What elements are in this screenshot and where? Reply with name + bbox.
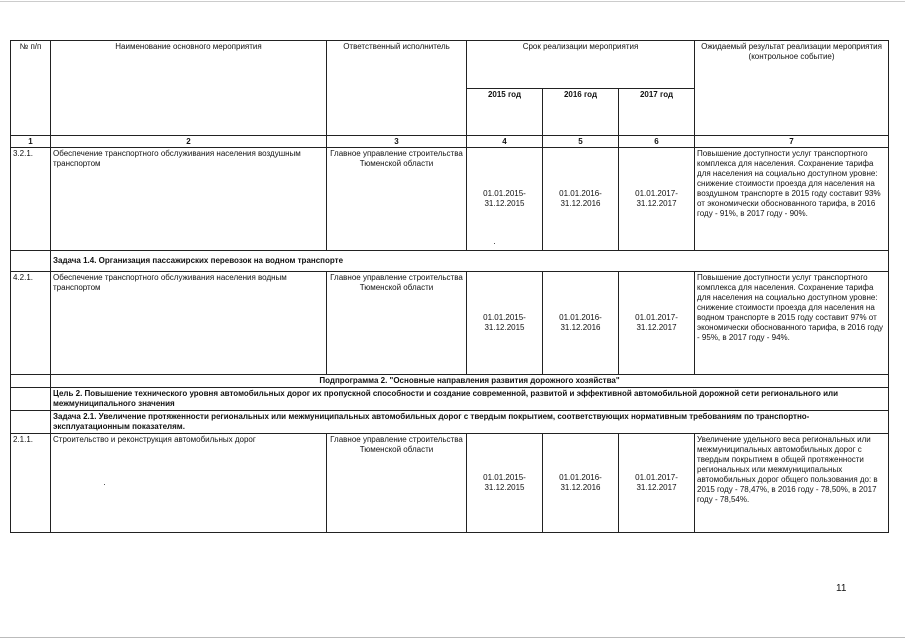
row-measure-name: Обеспечение транспортного обслуживания населения водным транспортом [51, 272, 327, 375]
row-period-2015: 01.01.2015- 31.12.2015 [467, 148, 543, 251]
row-period-2016: 01.01.2016- 31.12.2016 [543, 434, 619, 533]
column-number: 1 [11, 136, 51, 148]
page-number: 11 [836, 583, 847, 594]
header-period: Срок реализации мероприятия [467, 41, 695, 89]
table-row [11, 148, 889, 251]
header-year-2016: 2016 год [543, 88, 619, 136]
scan-speck [494, 243, 495, 244]
column-number: 5 [543, 136, 619, 148]
scan-line-bottom [0, 637, 905, 638]
measures-table [10, 40, 889, 533]
row-period-2017: 01.01.2017- 31.12.2017 [619, 148, 695, 251]
row-executor: Главное управление строительства Тюменской области [327, 272, 467, 375]
task-heading: Задача 1.4. Организация пассажирских перевозок на водном транспорте [51, 251, 889, 272]
column-number: 4 [467, 136, 543, 148]
row-period-2015: 01.01.2015- 31.12.2015 [467, 272, 543, 375]
subprogram-heading: Подпрограмма 2. "Основные направления развития дорожного хозяйства" [51, 375, 889, 388]
row-expected-result: Увеличение удельного веса региональных или межмуниципальных автомобильных дорог с твердым покрытием в общей протяженности региональных или межмуниципальных автомобильных дорог общего пользования до: в 2015 году - 78,47%, в 2016 году - 78,50%, в 2017 году - 78,54%. [695, 434, 889, 533]
header-result: Ожидаемый результат реализации мероприятия (контрольное событие) [695, 41, 889, 136]
row-period-2017: 01.01.2017- 31.12.2017 [619, 272, 695, 375]
task-row [11, 251, 889, 272]
header-row-1 [11, 41, 889, 89]
task-heading: Задача 2.1. Увеличение протяженности региональных или межмуниципальных автомобильных дорог с твердым покрытием, соответствующих нормативным требованиям по транспортно-эксплуатационным показателям. [51, 411, 889, 434]
header-year-2015: 2015 год [467, 88, 543, 136]
task-row [11, 411, 889, 434]
header-executor: Ответственный исполнитель [327, 41, 467, 136]
document-page [10, 40, 888, 600]
row-number: 2.1.1. [11, 434, 51, 533]
header-num: № п/п [11, 41, 51, 136]
goal-heading: Цель 2. Повышение технического уровня автомобильных дорог их пропускной способности и создание современной, развитой и эффективной автомобильной дорожной сети регионального или межмуниципального значения [51, 388, 889, 411]
row-expected-result: Повышение доступности услуг транспортного комплекса для населения. Сохранение тарифа для населения на социально доступном уровне: снижение стоимости проезда для населения на воздушном транспорте в 2015 году составит 93% от экономически обоснованного тарифа, в 2016 году - 91%, в 2017 году - 90%. [695, 148, 889, 251]
row-measure-name: Строительство и реконструкция автомобильных дорог [51, 434, 327, 533]
column-number: 7 [695, 136, 889, 148]
row-expected-result: Повышение доступности услуг транспортного комплекса для населения. Сохранение тарифа для населения на социально доступном уровне: снижение стоимости проезда для населения на водном транспорте в 2015 году составит 97% от экономически обоснованного тарифа, в 2016 году - 95%, в 2017 году - 94%. [695, 272, 889, 375]
column-number: 3 [327, 136, 467, 148]
table-row [11, 272, 889, 375]
row-period-2017: 01.01.2017- 31.12.2017 [619, 434, 695, 533]
scan-speck [104, 484, 105, 485]
table-row [11, 434, 889, 533]
row-executor: Главное управление строительства Тюменской области [327, 434, 467, 533]
header-year-2017: 2017 год [619, 88, 695, 136]
row-number: 3.2.1. [11, 148, 51, 251]
goal-row [11, 388, 889, 411]
row-period-2016: 01.01.2016- 31.12.2016 [543, 148, 619, 251]
column-number: 6 [619, 136, 695, 148]
column-number-row [11, 136, 889, 148]
subprogram-row [11, 375, 889, 388]
scan-line-top [0, 1, 905, 2]
row-executor: Главное управление строительства Тюменской области [327, 148, 467, 251]
header-name: Наименование основного мероприятия [51, 41, 327, 136]
row-measure-name: Обеспечение транспортного обслуживания населения воздушным транспортом [51, 148, 327, 251]
column-number: 2 [51, 136, 327, 148]
row-period-2016: 01.01.2016- 31.12.2016 [543, 272, 619, 375]
row-number: 4.2.1. [11, 272, 51, 375]
row-period-2015: 01.01.2015- 31.12.2015 [467, 434, 543, 533]
